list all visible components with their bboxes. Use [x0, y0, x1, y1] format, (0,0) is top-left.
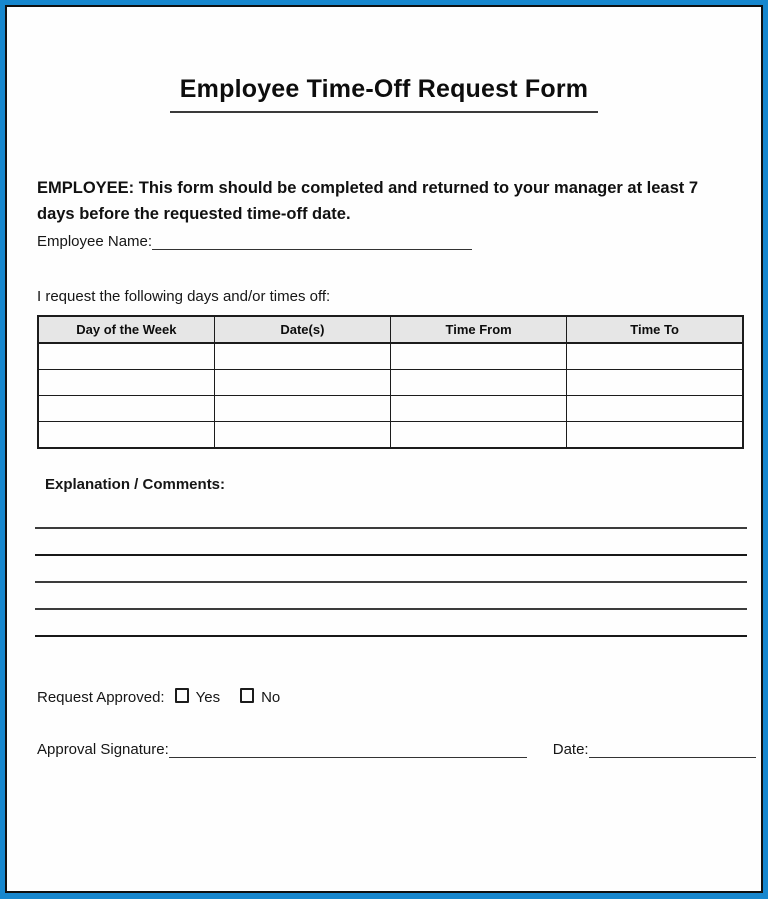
cell-dates[interactable]	[214, 422, 390, 449]
comments-line[interactable]	[35, 608, 747, 610]
approval-signature-row	[37, 741, 756, 758]
cell-time-from[interactable]	[391, 396, 567, 422]
cell-time-to[interactable]	[567, 343, 743, 370]
table-row	[38, 343, 743, 370]
date-input[interactable]	[589, 742, 756, 758]
cell-day[interactable]	[38, 343, 214, 370]
cell-time-to[interactable]	[567, 422, 743, 449]
cell-time-from[interactable]	[391, 422, 567, 449]
cell-day[interactable]	[38, 396, 214, 422]
comments-line[interactable]	[35, 635, 747, 637]
approval-signature-label: Approval Signature:	[37, 741, 169, 758]
request-approved-row	[37, 688, 290, 706]
time-off-table	[37, 315, 744, 449]
table-row	[38, 396, 743, 422]
page-title: Employee Time-Off Request Form	[170, 75, 598, 113]
column-header-time-from: Time From	[391, 316, 567, 343]
cell-dates[interactable]	[214, 396, 390, 422]
approval-signature-input[interactable]	[169, 742, 527, 758]
cell-dates[interactable]	[214, 343, 390, 370]
cell-day[interactable]	[38, 370, 214, 396]
date-label: Date:	[552, 741, 589, 758]
comments-line[interactable]	[35, 581, 747, 583]
cell-time-from[interactable]	[391, 343, 567, 370]
table-row	[38, 370, 743, 396]
cell-time-to[interactable]	[567, 370, 743, 396]
request-approved-label: Request Approved:	[37, 689, 165, 706]
employee-name-row	[37, 233, 472, 250]
no-checkbox-label: No	[261, 689, 281, 706]
cell-time-from[interactable]	[391, 370, 567, 396]
comments-line[interactable]	[35, 554, 747, 556]
table-row	[38, 422, 743, 449]
yes-checkbox[interactable]	[175, 688, 189, 703]
column-header-day: Day of the Week	[38, 316, 214, 343]
cell-dates[interactable]	[214, 370, 390, 396]
explanation-comments-label: Explanation / Comments:	[45, 476, 226, 493]
employee-instructions: EMPLOYEE: This form should be completed and returned to your manager at least 7 days before the requested time-off date.	[37, 178, 699, 223]
comments-line[interactable]	[35, 527, 747, 529]
no-checkbox[interactable]	[240, 688, 254, 703]
yes-checkbox-label: Yes	[195, 689, 221, 706]
title-wrap	[7, 75, 761, 113]
request-intro-text: I request the following days and/or times off:	[37, 288, 331, 305]
form-page	[5, 5, 763, 893]
employee-name-label: Employee Name:	[37, 233, 153, 250]
table-header-row	[38, 316, 743, 343]
employee-name-input[interactable]	[152, 234, 472, 250]
cell-time-to[interactable]	[567, 396, 743, 422]
column-header-dates: Date(s)	[214, 316, 390, 343]
column-header-time-to: Time To	[567, 316, 743, 343]
cell-day[interactable]	[38, 422, 214, 449]
